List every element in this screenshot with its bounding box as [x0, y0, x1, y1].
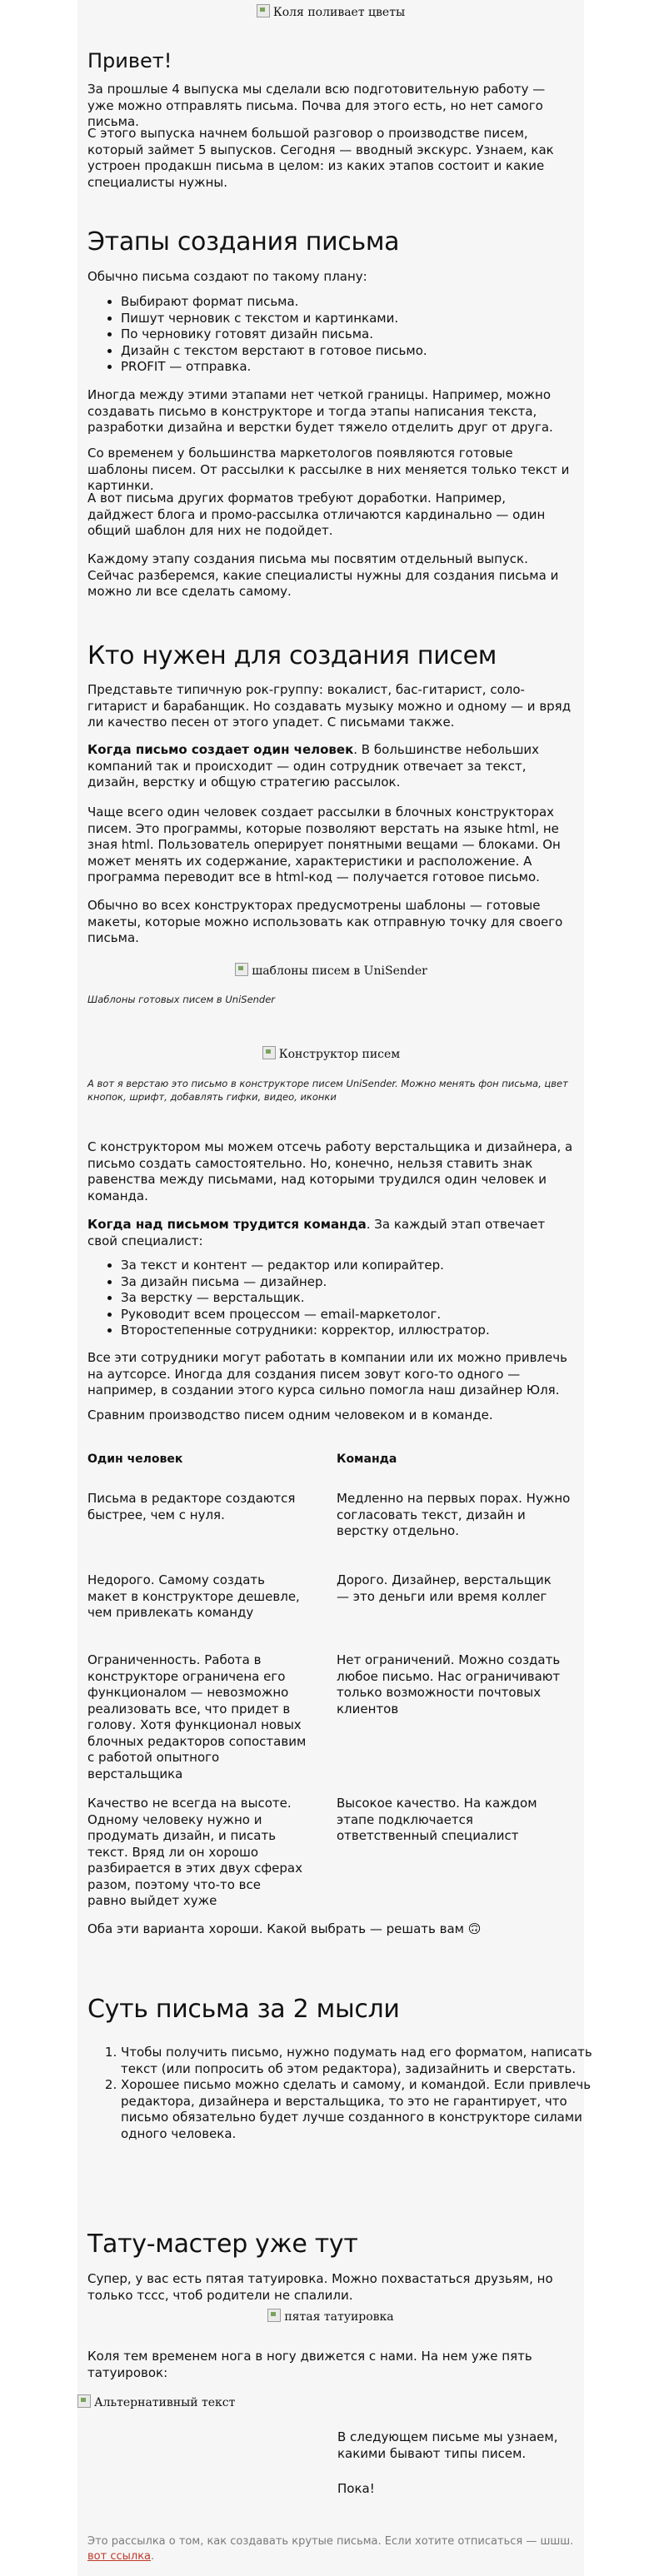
who-paragraph-5: С конструктором мы можем отсечь работу верстальщика и дизайнера, а письмо создать самостоятельно. Но, конечно, нельзя ставить знак равенства между письмами, над которыми трудился один человек и команда. — [87, 1139, 573, 1203]
who-paragraph-4: Обычно во всех конструкторах предусмотрены шаблоны — готовые макеты, которые можно использовать как отправную точку для своего письма. — [87, 898, 563, 945]
list-item: 2. Хорошее письмо можно сделать и самому, и командой. Если привлечь редактора, дизайнера и верстальщика, то это не гарантирует, что письмо обязательно будет лучше созданного в конструкторе силами одного человека. — [121, 2077, 608, 2142]
broken-image-icon — [262, 1046, 276, 1059]
footer-text-tail: . — [151, 2550, 155, 2563]
footer-text-body: Это рассылка о том, как создавать крутые письма. Если хотите отписаться — шшш. — [87, 2535, 574, 2548]
broken-image-icon — [267, 2309, 281, 2322]
who-paragraph-2 — [87, 742, 575, 791]
alt-image-text: Альтернативный текст — [94, 2396, 236, 2409]
compare-conclusion: Оба эти варианта хороши. Какой выбрать — решать вам 🙃 — [87, 1921, 482, 1936]
who-paragraph-1: Представьте типичную рок-группу: вокалист, бас-гитарист, соло-гитарист и барабанщик. Но создавать музыку можно и одному — и вряд ли качество песен от этого упадет. С письмами также. — [87, 682, 572, 730]
templates-image — [87, 963, 575, 979]
who-paragraph-6-bold: Когда над письмом трудится команда — [87, 1217, 367, 1232]
list-item: • За текст и контент — редактор или копирайтер. — [121, 1258, 608, 1274]
list-item: • Второстепенные сотрудники: корректор, иллюстратор. — [121, 1323, 608, 1339]
list-item: • Пишут черновик с текстом и картинками. — [121, 311, 608, 327]
broken-image-icon — [257, 4, 270, 17]
stages-paragraph-3: А вот письма других форматов требуют доработки. Например, дайджест блога и промо-рассылка отличаются кардинально — один общий шаблон для них не подойдет. — [87, 491, 546, 538]
unsubscribe-link[interactable]: вот ссылка — [87, 2550, 152, 2563]
compare-cell-team-1: Медленно на первых порах. Нужно согласовать текст, дизайн и верстку отдельно. — [337, 1491, 571, 1538]
broken-image-icon — [235, 963, 248, 976]
builder-image-alt: Конструктор писем — [278, 1048, 401, 1061]
templates-image-alt: шаблоны писем в UniSender — [252, 964, 427, 978]
who-paragraph-2-rest: . В большинстве небольших компаний так и происходит — один сотрудник отвечает за текст, дизайн, верстку и общую стратегию рассылок. — [87, 742, 540, 790]
intro-paragraph-2: С этого выпуска начнем большой разговор о производстве писем, который займет 5 выпусков. Сегодня — вводный экскурс. Узнаем, как устроен продакшн письма в целом: из каких этапов состоит и какие специалисты нужны. — [87, 126, 554, 190]
tattoo-paragraph-2: Коля тем временем нога в ногу движется с нами. На нем уже пять татуировок: — [87, 2349, 532, 2380]
compare-cell-solo-4: Качество не всегда на высоте. Одному человеку нужно и продумать дизайн, и писать текст. Вряд ли он хорошо разбирается в этих двух сферах разом, поэтому что-то все равно выйдет хуже — [87, 1796, 303, 1908]
alt-image — [77, 2394, 327, 2410]
stages-lead: Обычно письма создают по такому плану: — [87, 269, 367, 284]
stages-paragraph-2: Со временем у большинства маркетологов появляются готовые шаблоны писем. От рассылки к рассылке в них меняется только текст и картинки. — [87, 446, 570, 493]
builder-image-caption: А вот я верстаю это письмо в конструкторе писем UniSender. Можно менять фон письма, цвет кнопок, шрифт, добавлять гифки, видео, иконки — [87, 1078, 568, 1103]
compare-cell-team-3: Нет ограничений. Можно создать любое письмо. Нас ограничивают только возможности почтовых клиентов — [337, 1652, 561, 1717]
tattoo-image — [77, 2309, 584, 2324]
list-item: • PROFIT — отправка. — [121, 359, 608, 376]
goodbye-text: Пока! — [337, 2481, 375, 2496]
next-letter-text: В следующем письме мы узнаем, какими бывают типы писем. — [337, 2429, 558, 2461]
who-paragraph-7: Все эти сотрудники могут работать в компании или их можно привлечь на аутсорсе. Иногда для создания писем зовут кого-то одного — например, в создании этого курса сильно помогла наш дизайнер Юля. — [87, 1350, 567, 1398]
list-item: • Выбирают формат письма. — [121, 294, 608, 311]
compare-cell-team-4: Высокое качество. На каждом этапе подключается ответственный специалист — [337, 1796, 537, 1843]
compare-header-solo: Один человек — [87, 1452, 183, 1466]
broken-image-icon — [77, 2394, 91, 2408]
templates-image-caption: Шаблоны готовых писем в UniSender — [87, 994, 276, 1005]
stages-paragraph-4: Каждому этапу создания письма мы посвятим отдельный выпуск. Сейчас разберемся, какие специалисты нужны для создания письма и можно ли все сделать самому. — [87, 551, 559, 599]
list-item: • Руководит всем процессом — email-маркетолог. — [121, 1307, 608, 1323]
header-image-alt: Коля поливает цветы — [272, 6, 406, 19]
stages-paragraph-1: Иногда между этими этапами нет четкой границы. Например, можно создавать письмо в конструкторе и тогда этапы написания текста, разработки дизайна и верстки будет тяжело отделить друг от друга. — [87, 387, 553, 435]
summary-list — [87, 2045, 608, 2142]
team-list — [87, 1258, 608, 1339]
stages-list — [87, 294, 608, 376]
compare-cell-solo-3: Ограниченность. Работа в конструкторе ограничена его функционалом — невозможно реализовать все, что придет в голову. Хотя функционал новых блочных редакторов сопоставим с работой опытного верстальщика — [87, 1652, 307, 1781]
stages-title: Этапы создания письма — [87, 227, 400, 257]
tattoo-title: Тату-мастер уже тут — [87, 2230, 358, 2259]
header-image — [77, 4, 584, 20]
who-paragraph-2-bold: Когда письмо создает один человек — [87, 742, 354, 757]
list-item: • За верстку — верстальщик. — [121, 1290, 608, 1307]
builder-image — [87, 1046, 575, 1062]
list-item: 1. Чтобы получить письмо, нужно подумать над его форматом, написать текст (или попросить об этом редактора), задизайнить и сверстать. — [121, 2045, 608, 2077]
who-paragraph-6-rest: . За каждый этап отвечает свой специалист: — [87, 1217, 546, 1248]
who-paragraph-3: Чаще всего один человек создает рассылки в блочных конструкторах писем. Это программы, которые позволяют верстать на языке html, не зная html. Пользователь оперирует понятными вещами — блоками. Он может менять их содержание, характеристики и расположение. А программа переводит все в html-код — получается готовое письмо. — [87, 805, 561, 884]
tattoo-image-alt: пятая татуировка — [284, 2310, 394, 2324]
compare-cell-solo-1: Письма в редакторе создаются быстрее, чем с нуля. — [87, 1491, 296, 1522]
list-item: • Дизайн с текстом верстают в готовое письмо. — [121, 343, 608, 360]
intro-paragraph-1: За прошлые 4 выпуска мы сделали всю подготовительную работу — уже можно отправлять письма. Почва для этого есть, но нет самого письма. — [87, 82, 546, 129]
list-item: • За дизайн письма — дизайнер. — [121, 1274, 608, 1291]
who-paragraph-8: Сравним производство писем одним человеком и в команде. — [87, 1408, 493, 1423]
summary-title: Суть письма за 2 мысли — [87, 1995, 400, 2024]
compare-cell-team-2: Дорого. Дизайнер, верстальщик — это деньги или время коллег — [337, 1572, 552, 1604]
tattoo-paragraph-1: Супер, у вас есть пятая татуировка. Можно похвастаться друзьям, но только тссс, чтоб родители не спалили. — [87, 2271, 553, 2303]
greeting: Привет! — [87, 49, 172, 72]
list-item: • По черновику готовят дизайн письма. — [121, 326, 608, 343]
who-title: Кто нужен для создания писем — [87, 641, 497, 670]
compare-cell-solo-2: Недорого. Самому создать макет в конструкторе дешевле, чем привлекать команду — [87, 1572, 300, 1620]
compare-header-team: Команда — [337, 1452, 397, 1466]
footer-text — [87, 2534, 575, 2564]
who-paragraph-6 — [87, 1217, 575, 1249]
